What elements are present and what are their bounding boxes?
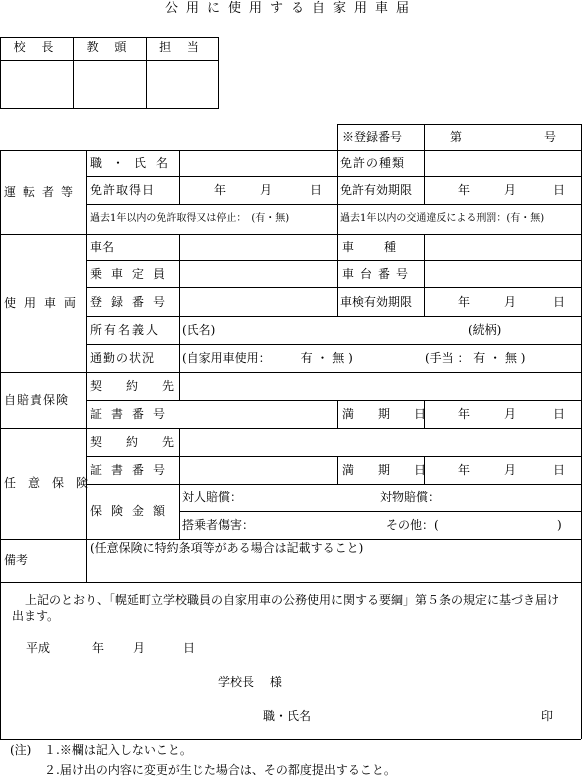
violation-note: 過去1年以内の交通違反による刑罰：(有・無) (340, 213, 545, 224)
car-name-label: 車名 (90, 240, 115, 254)
owner-label: 所有名義人 (90, 323, 161, 337)
vice-principal-stamp-field[interactable] (74, 61, 146, 108)
inspection-expiry-label: 車検有効期限 (340, 295, 413, 309)
license-date-day: 日 (310, 183, 323, 197)
license-date-month: 月 (260, 183, 273, 197)
chassis-field[interactable] (425, 261, 580, 287)
license-expiry-day: 日 (553, 183, 566, 197)
vehicle-reg-label: 登録番号 (90, 295, 175, 309)
vehicle-reg-field[interactable] (180, 288, 336, 316)
voluntary-expiry-day: 日 (553, 463, 566, 477)
registration-prefix: 第 (450, 130, 463, 144)
voluntary-expiry-label: 満期日 (342, 463, 451, 477)
signer-label: 職・氏名 (263, 709, 312, 723)
registration-label: ※登録番号 (342, 130, 403, 144)
driver-name-field[interactable] (180, 151, 336, 176)
license-type-field[interactable] (425, 151, 580, 176)
voluntary-section-label: 任意保険 (4, 476, 101, 490)
license-expiry-month: 月 (504, 183, 517, 197)
license-expiry-label: 免許有効期限 (340, 183, 413, 197)
compulsory-expiry-year: 年 (458, 407, 471, 421)
voluntary-cert-label: 証書番号 (90, 463, 175, 477)
statement-line2: 出ます。 (12, 609, 60, 623)
date-day: 日 (183, 641, 196, 655)
license-date-year: 年 (214, 183, 227, 197)
compulsory-section-label: 自賠責保険 (4, 393, 70, 407)
notes-item-1: １.※欄は記入しないこと。 (44, 743, 192, 757)
date-month: 月 (133, 641, 146, 655)
voluntary-cert-field[interactable] (180, 457, 336, 484)
capacity-field[interactable] (180, 261, 336, 287)
registration-suffix: 号 (544, 130, 557, 144)
license-type-label: 免許の種類 (340, 156, 406, 170)
inspection-month: 月 (504, 295, 517, 309)
principal-label: 校 長 (13, 40, 60, 54)
statement-line1: 上記のとおり、「幌延町立学校職員の自家用車の公務使用に関する要綱」第５条の規定に基づき届け (25, 593, 560, 607)
car-name-field[interactable] (180, 235, 336, 260)
bodily-label: 対人賠償： (182, 490, 243, 504)
vehicle-section-label: 使用車両 (4, 296, 85, 310)
compulsory-expiry-month: 月 (504, 407, 517, 421)
commute-use-option[interactable]: (自家用車使用： 有 ・ 無 ) (182, 351, 353, 365)
capacity-label: 乗車定員 (90, 267, 175, 281)
allowance-option[interactable]: (手当 ： 有 ・ 無 ) (425, 351, 526, 365)
inspection-day: 日 (553, 295, 566, 309)
notes-item-2: ２.届け出の内容に変更が生じた場合は、その都度提出すること。 (44, 763, 396, 777)
voluntary-expiry-month: 月 (504, 463, 517, 477)
remarks-label: 備考 (4, 553, 29, 567)
voluntary-contractor-label: 契約先 (90, 435, 199, 449)
driver-name-label: 職・氏名 (90, 156, 179, 170)
addressee: 学校長 様 (218, 675, 282, 689)
compulsory-contractor-label: 契約先 (90, 379, 199, 393)
license-expiry-year: 年 (458, 183, 471, 197)
remarks-field[interactable] (90, 557, 578, 581)
inspection-year: 年 (458, 295, 471, 309)
vice-principal-label: 教 頭 (86, 40, 133, 54)
voluntary-expiry-year: 年 (458, 463, 471, 477)
compulsory-expiry-label: 満期日 (342, 407, 451, 421)
commute-label: 通勤の状況 (90, 351, 156, 365)
form-title: 公用に使用する自家用車届 (164, 1, 417, 16)
remarks-note: (任意保険に特約条項等がある場合は記載すること) (90, 541, 364, 555)
in-charge-stamp-field[interactable] (147, 61, 218, 108)
compulsory-expiry-day: 日 (553, 407, 566, 421)
notes-label: (注) (10, 743, 32, 757)
other-label: その他：( (386, 518, 439, 532)
signer-field[interactable] (320, 704, 535, 724)
relation-label: (続柄) (468, 323, 502, 337)
other-close: ) (557, 518, 562, 532)
insurance-amount-label: 保険金額 (90, 504, 175, 518)
voluntary-contractor-field[interactable] (180, 429, 580, 456)
chassis-label: 車台番号 (342, 267, 415, 281)
seal-mark: 印 (541, 709, 554, 723)
date-era: 平成 (26, 641, 51, 655)
in-charge-label: 担 当 (159, 40, 205, 54)
owner-name-label: (氏名) (182, 323, 216, 337)
compulsory-cert-field[interactable] (180, 401, 336, 428)
passenger-label: 搭乗者傷害： (182, 518, 255, 532)
driver-section-label: 運転者等 (4, 185, 81, 199)
compulsory-cert-label: 証書番号 (90, 407, 175, 421)
compulsory-contractor-field[interactable] (180, 373, 580, 400)
property-label: 対物賠償： (380, 490, 441, 504)
license-date-label: 免許取得日 (90, 183, 156, 197)
car-type-field[interactable] (425, 235, 580, 260)
principal-stamp-field[interactable] (1, 61, 73, 108)
suspension-note: 過去1年以内の免許取得又は停止： (有・無) (90, 213, 290, 224)
car-type-label: 車種 (342, 240, 427, 254)
date-year: 年 (92, 641, 105, 655)
owner-field[interactable] (225, 317, 465, 344)
